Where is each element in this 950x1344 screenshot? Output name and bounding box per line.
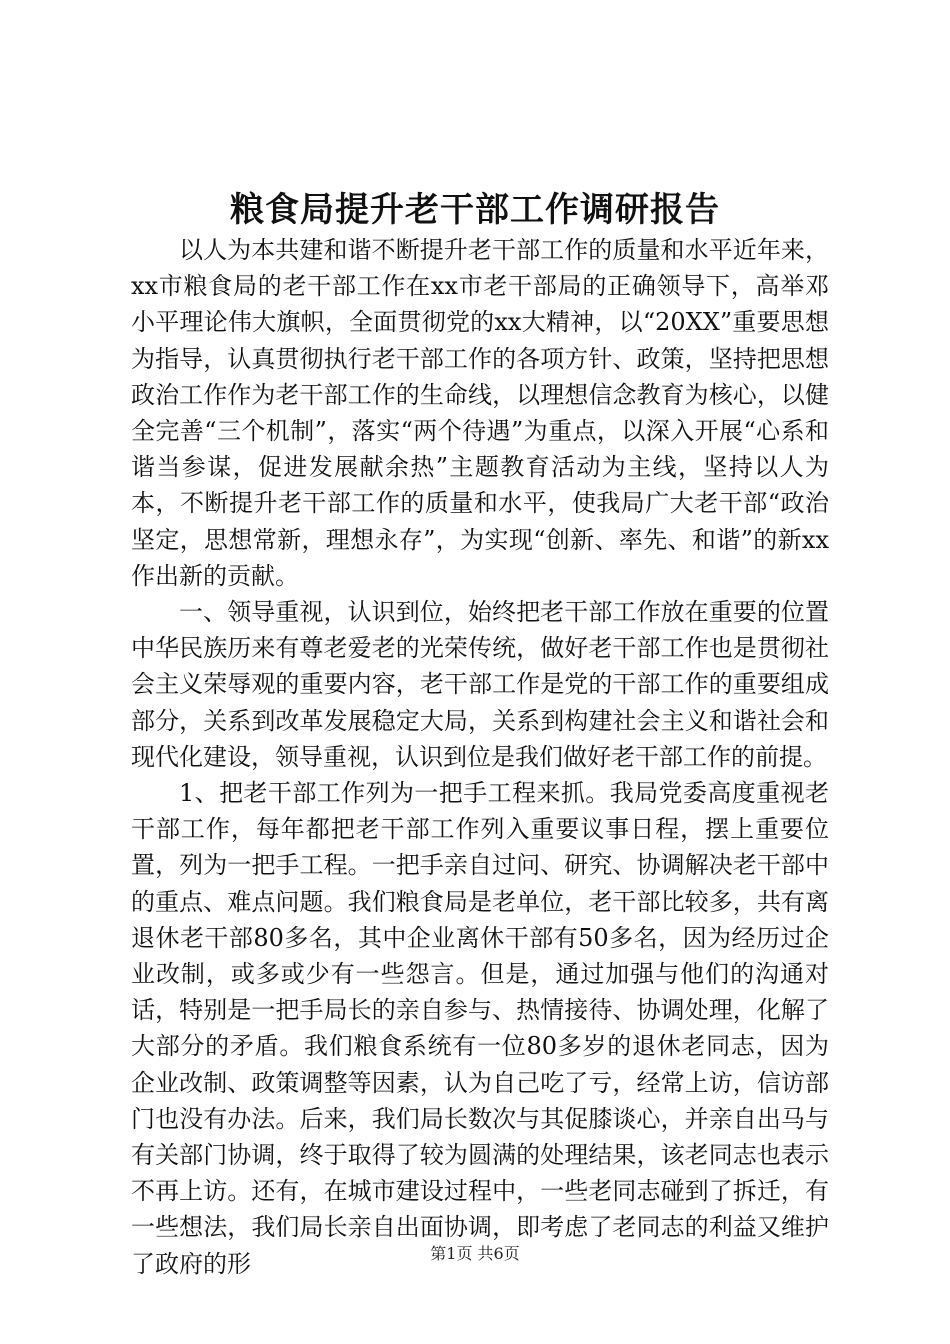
paragraph-intro: 以人为本共建和谐不断提升老干部工作的质量和水平近年来，xx市粮食局的老干部工作在xx市老干部局的正确领导下，高举邓小平理论伟大旗帜，全面贯彻党的xx大精神，以“20XX”重要思想为指导，认真贯彻执行老干部工作的各项方针、政策，坚持把思想政治工作作为老干部工作的生命线，以理想信念教育为核心，以健全完善“三个机制”，落实“两个待遇”为重点，以深入开展“心系和谐当参谋，促进发展献余热”主题教育活动为主线，坚持以人为本，不断提升老干部工作的质量和水平，使我局广大老干部“政治坚定，思想常新，理想永存”，为实现“创新、率先、和谐”的新xx作出新的贡献。 (131, 236, 829, 590)
paragraph-section-one: 一、领导重视，认识到位，始终把老干部工作放在重要的位置中华民族历来有尊老爱老的光荣传统，做好老干部工作也是贯彻社会主义荣辱观的重要内容，老干部工作是党的干部工作的重要组成部分，关系到改革发展稳定大局，关系到构建社会主义和谐社会和现代化建设，领导重视，认识到位是我们做好老干部工作的前提。 (131, 598, 829, 771)
paragraph-item-one: 1、把老干部工作列为一把手工程来抓。我局党委高度重视老干部工作，每年都把老干部工作列入重要议事日程，摆上重要位置，列为一把手工程。一把手亲自过问、研究、协调解决老干部中的重点、难点问题。我们粮食局是老单位，老干部比较多，共有离退休老干部80多名，其中企业离休干部有50多名，因为经历过企业改制，或多或少有一些怨言。但是，通过加强与他们的沟通对话，特别是一把手局长的亲自参与、热情接待、协调处理，化解了大部分的矛盾。我们粮食系统有一位80多岁的退休老同志，因为企业改制、政策调整等因素，认为自己吃了亏，经常上访，信访部门也没有办法。后来，我们局长数次与其促膝谈心，并亲自出马与有关部门协调，终于取得了较为圆满的处理结果，该老同志也表示不再上访。还有，在城市建设过程中，一些老同志碰到了拆迁，有一些想法，我们局长亲自出面协调，即考虑了老同志的利益又维护了政府的形 (131, 779, 829, 1278)
document-body (131, 232, 829, 1282)
page-footer: 第1页 共6页 (430, 1244, 520, 1263)
document-title: 粮食局提升老干部工作调研报告 (230, 190, 720, 230)
